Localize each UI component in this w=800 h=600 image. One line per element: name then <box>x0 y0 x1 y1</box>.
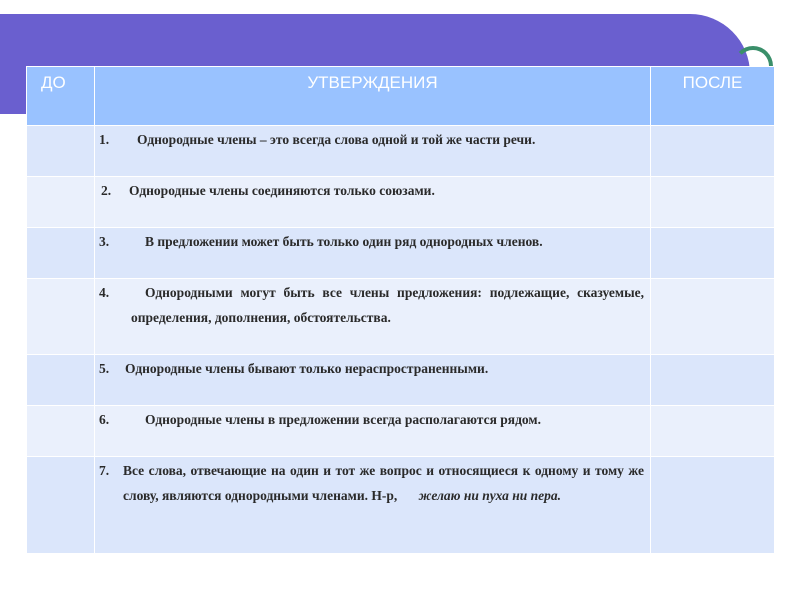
cell-before[interactable] <box>27 457 95 554</box>
table-row <box>27 355 775 406</box>
statement-number: 1. <box>99 132 110 147</box>
table-row <box>27 177 775 228</box>
cell-statement <box>95 457 651 554</box>
cell-after[interactable] <box>651 126 775 177</box>
cell-statement <box>95 279 651 355</box>
cell-before[interactable] <box>27 355 95 406</box>
statement-text: Однородными могут быть все члены предложения: подлежащие, сказуемые, определения, дополнения, обстоятельства. <box>131 285 644 325</box>
cell-statement <box>95 355 651 406</box>
cell-statement <box>95 406 651 457</box>
statement-number: 5. <box>99 361 110 376</box>
table-row <box>27 406 775 457</box>
statement-text: В предложении может быть только один ряд однородных членов. <box>145 234 543 249</box>
cell-after[interactable] <box>651 457 775 554</box>
statement-number: 2. <box>101 183 112 198</box>
statement-text: Все слова, отвечающие на один и тот же вопрос и относящиеся к одному и тому же слову, являются однородными членами. Н-р, <box>123 463 644 503</box>
cell-statement <box>95 126 651 177</box>
cell-statement <box>95 177 651 228</box>
statement-text: Однородные члены в предложении всегда располагаются рядом. <box>145 412 541 427</box>
header-row <box>27 67 775 126</box>
statement-number: 4. <box>99 285 110 300</box>
cell-after[interactable] <box>651 279 775 355</box>
cell-before[interactable] <box>27 126 95 177</box>
cell-after[interactable] <box>651 177 775 228</box>
statement-number: 7. <box>99 463 110 478</box>
cell-after[interactable] <box>651 355 775 406</box>
statement-text: Однородные члены соединяются только союзами. <box>129 183 435 198</box>
table-row <box>27 228 775 279</box>
table-row <box>27 279 775 355</box>
cell-statement <box>95 228 651 279</box>
table-row <box>27 126 775 177</box>
statement-text: Однородные члены бывают только нераспространенными. <box>125 361 489 376</box>
cell-before[interactable] <box>27 406 95 457</box>
statements-table <box>26 66 775 554</box>
cell-before[interactable] <box>27 177 95 228</box>
cell-before[interactable] <box>27 228 95 279</box>
header-before: ДО <box>27 67 95 126</box>
header-statements: УТВЕРЖДЕНИЯ <box>95 67 651 126</box>
statement-text: Однородные члены – это всегда слова одной и той же части речи. <box>137 132 536 147</box>
statement-number: 3. <box>99 234 110 249</box>
cell-after[interactable] <box>651 406 775 457</box>
table-row <box>27 457 775 554</box>
statement-number: 6. <box>99 412 110 427</box>
statement-example: желаю ни пуха ни пера. <box>418 488 562 503</box>
statement-text-wrap <box>123 458 650 508</box>
cell-after[interactable] <box>651 228 775 279</box>
cell-before[interactable] <box>27 279 95 355</box>
header-after: ПОСЛЕ <box>651 67 775 126</box>
